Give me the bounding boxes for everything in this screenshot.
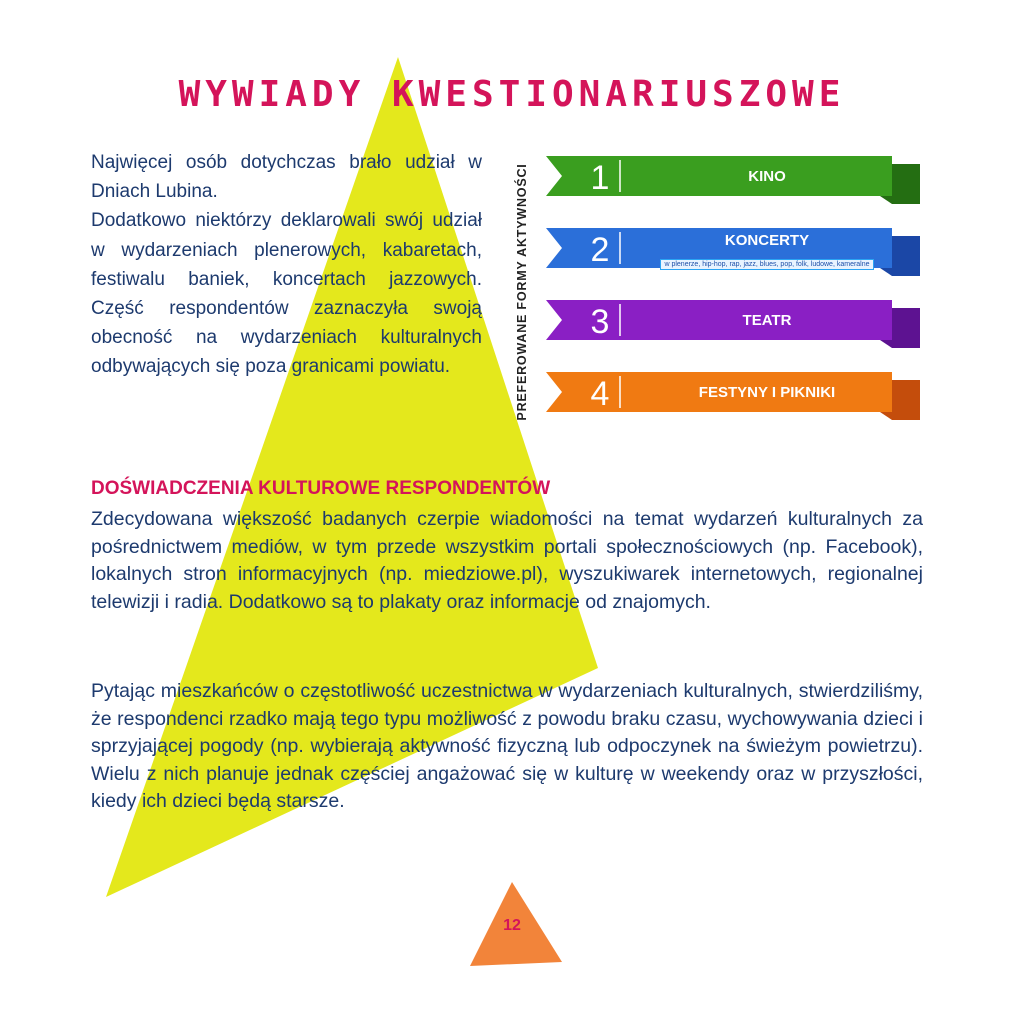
ranking-number: 4	[590, 375, 610, 413]
ranking-sublabel: w plenerze, hip-hop, rap, jazz, blues, pop, folk, ludowe, kameralne	[622, 253, 912, 271]
ranking-item-3	[540, 296, 925, 366]
body-paragraph-1: Zdecydowana większość badanych czerpie wiadomości na temat wydarzeń kulturalnych za pośrednictwem mediów, w tym przede wszystkim portali społecznościowych (np. Facebook), lokalnych stron informacyjnych (np. miedziowe.pl), wyszukiwarek internetowych, regionalnej telewizji i radia. Dodatkowo są to plakaty oraz informacje od znajomych.	[91, 508, 923, 613]
ranking-item-1	[540, 152, 925, 222]
activity-ranking	[540, 148, 925, 438]
ranking-item-4	[540, 368, 925, 438]
ranking-label: KONCERTY	[724, 232, 810, 249]
section-heading: DOŚWIADCZENIA KULTUROWE RESPONDENTÓW	[91, 478, 551, 499]
ranking-label: TEATR	[742, 312, 792, 329]
ranking-label: KINO	[748, 168, 786, 185]
ranking-number: 3	[590, 303, 610, 341]
ranking-label: FESTYNY I PIKNIKI	[698, 384, 836, 401]
page-title: WYWIADY KWESTIONARIUSZOWE	[178, 74, 846, 115]
ranking-item-2	[540, 224, 925, 294]
ranking-number: 2	[590, 231, 610, 269]
ranking-number: 1	[590, 159, 610, 197]
intro-paragraph-2: Dodatkowo niektórzy deklarowali swój udział w wydarzeniach plenerowych, kabaretach, festiwalu baniek, koncertach jazzowych. Część respondentów zaznaczyła swoją obecność na wydarzeniach kulturalnych odbywających się poza granicami powiatu.	[91, 210, 482, 378]
ranking-axis-label: PREFEROWANE FORMY AKTYWNOŚCI	[515, 163, 529, 421]
intro-paragraph-1: Najwięcej osób dotychczas brało udział w Dniach Lubina.	[91, 152, 482, 203]
body-paragraph-2: Pytając mieszkańców o częstotliwość uczestnictwa w wydarzeniach kulturalnych, stwierdziliśmy, że respondenci rzadko mają tego typu możliwość z powodu braku czasu, wychowywania dzieci i sprzyjającej pogody (np. wybierają aktywność fizyczną lub odpoczynek na świeżym powietrzu). Wielu z nich planuje jednak częściej angażować się w kulturę w weekendy oraz w przyszłości, kiedy ich dzieci będą starsze.	[91, 680, 923, 813]
intro-text	[91, 148, 482, 382]
page-number: 12	[503, 917, 521, 934]
